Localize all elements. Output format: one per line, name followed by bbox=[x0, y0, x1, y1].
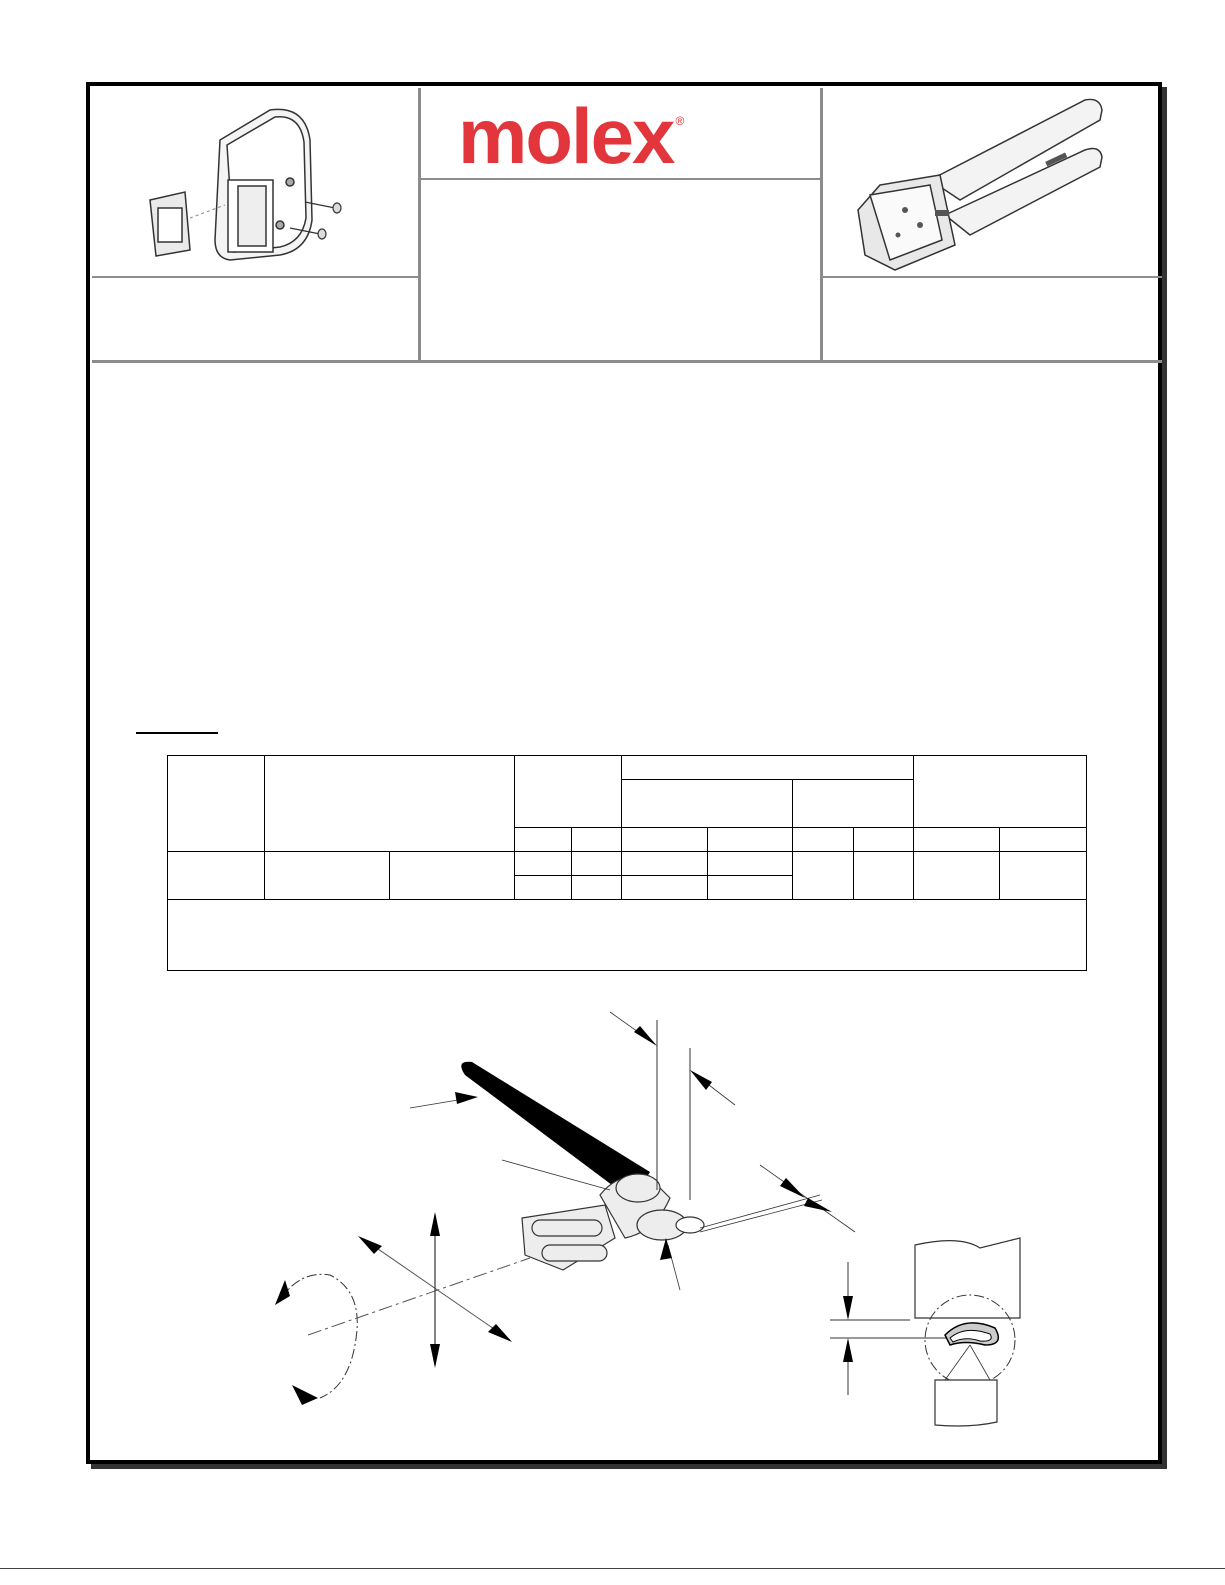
table-header-cell bbox=[514, 828, 571, 852]
rotation-arc bbox=[280, 1274, 357, 1398]
table-cell bbox=[854, 852, 914, 900]
header-rule-bottom bbox=[92, 360, 1162, 363]
arrow-head bbox=[804, 1198, 832, 1212]
table-cell bbox=[571, 852, 622, 876]
arrow-head bbox=[488, 1324, 512, 1342]
arrow-head bbox=[430, 1344, 440, 1368]
logo-registered-mark: ® bbox=[675, 114, 685, 128]
arrow-head bbox=[275, 1280, 290, 1305]
table-header-cell bbox=[1000, 828, 1087, 852]
table-notes-row bbox=[168, 900, 1087, 971]
table-header-cell bbox=[793, 780, 914, 828]
section-heading-underline bbox=[136, 710, 218, 734]
table-header-cell bbox=[708, 828, 793, 852]
arrow-head bbox=[690, 1070, 712, 1090]
arrow-head bbox=[843, 1296, 853, 1320]
specification-table bbox=[167, 755, 1087, 971]
table-cell bbox=[571, 876, 622, 900]
table-cell bbox=[1000, 852, 1087, 900]
terminal-crimp-diagram bbox=[260, 1000, 1060, 1440]
table-cell bbox=[264, 852, 389, 900]
table-row bbox=[168, 852, 1087, 876]
arrow-head bbox=[780, 1178, 805, 1198]
crimp-die-illustration bbox=[130, 100, 360, 270]
arrow-head bbox=[660, 1238, 672, 1260]
table-header-cell bbox=[793, 828, 854, 852]
table-cell bbox=[514, 876, 571, 900]
arrow-head bbox=[292, 1385, 318, 1405]
arrow-head bbox=[358, 1236, 382, 1254]
table-header-cell bbox=[854, 828, 914, 852]
table-header-cell bbox=[622, 828, 708, 852]
table-header-cell bbox=[514, 756, 622, 828]
table-cell bbox=[389, 852, 514, 900]
table-cell bbox=[514, 852, 571, 876]
header-divider-left bbox=[418, 88, 421, 362]
header-rule-left bbox=[92, 276, 420, 278]
table-header-cell bbox=[914, 828, 1000, 852]
die-block-lower bbox=[935, 1380, 997, 1426]
arrow-head bbox=[634, 1026, 657, 1046]
header-rule-right bbox=[822, 276, 1162, 278]
arrow-head bbox=[843, 1338, 853, 1362]
arrow-head bbox=[455, 1092, 478, 1104]
molex-logo bbox=[458, 92, 758, 180]
table-notes-cell bbox=[168, 900, 1087, 971]
arrow-head bbox=[430, 1212, 440, 1236]
table-cell bbox=[914, 852, 1000, 900]
logo-wordmark: molex bbox=[458, 92, 674, 180]
table-header-cell bbox=[914, 756, 1087, 828]
page-footer-rule bbox=[0, 1568, 1225, 1569]
table-cell bbox=[708, 876, 793, 900]
header-divider-right bbox=[820, 88, 823, 362]
table-header-cell bbox=[571, 828, 622, 852]
table-header-cell bbox=[264, 756, 514, 852]
table-header-cell bbox=[168, 756, 265, 852]
table-header-row-1 bbox=[168, 756, 1087, 780]
table-cell bbox=[168, 852, 265, 900]
table-cell bbox=[622, 876, 708, 900]
table-cell bbox=[622, 852, 708, 876]
table-cell bbox=[708, 852, 793, 876]
die-block-upper bbox=[915, 1238, 1020, 1318]
table-header-cell bbox=[622, 756, 914, 780]
table-cell bbox=[793, 852, 854, 900]
hand-crimp-tool-illustration bbox=[850, 95, 1110, 275]
table-header-cell bbox=[622, 780, 793, 828]
